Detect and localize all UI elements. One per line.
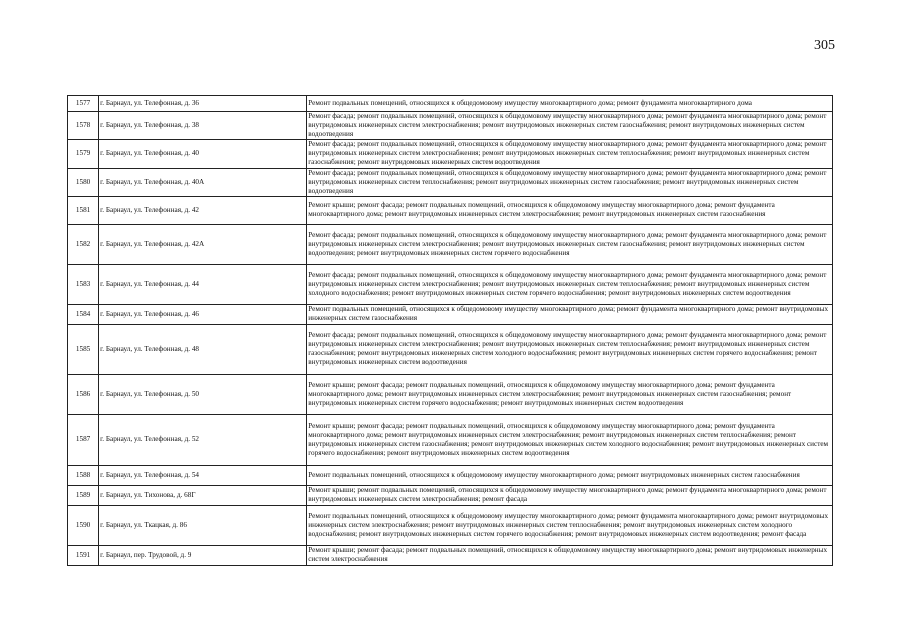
row-works: Ремонт фасада; ремонт подвальных помещений, относящихся к общедомовому имуществу многоквартирного дома; ремонт фундамента многоквартирного дома; ремонт внутридомовых инженерных систем электроснабжения; ремонт внутридомовых инженерных систем теплоснабжения; ремонт внутридомовых инженерных систем газоснабжения; ремонт внутридомовых инженерных систем холодного водоснабжения; ремонт внутридомовых инженерных систем горячего водоснабжения; ремонт внутридомовых инженерных систем водоотведения <box>307 324 833 374</box>
row-works: Ремонт фасада; ремонт подвальных помещений, относящихся к общедомовому имуществу многоквартирного дома; ремонт фундамента многоквартирного дома; ремонт внутридомовых инженерных систем электроснабжения; ремонт внутридомовых инженерных систем теплоснабжения; ремонт внутридомовых инженерных систем холодного водоснабжения; ремонт внутридомовых инженерных систем горячего водоснабжения; ремонт внутридомовых инженерных систем водоотведения <box>307 264 833 304</box>
row-address: г. Барнаул, ул. Тихонова, д. 68Г <box>99 485 307 505</box>
table-row <box>68 304 833 324</box>
row-number: 1587 <box>68 414 99 465</box>
row-address: г. Барнаул, ул. Телефонная, д. 42 <box>99 196 307 224</box>
row-address: г. Барнаул, ул. Телефонная, д. 52 <box>99 414 307 465</box>
table-row <box>68 224 833 264</box>
row-number: 1590 <box>68 505 99 545</box>
row-address: г. Барнаул, ул. Телефонная, д. 48 <box>99 324 307 374</box>
row-works: Ремонт фасада; ремонт подвальных помещений, относящихся к общедомовому имуществу многоквартирного дома; ремонт фундамента многоквартирного дома; ремонт внутридомовых инженерных систем электроснабжения; ремонт внутридомовых инженерных систем газоснабжения; ремонт внутридомовых инженерных систем водоотведения <box>307 112 833 140</box>
row-number: 1591 <box>68 545 99 565</box>
row-works: Ремонт крыши; ремонт подвальных помещений, относящихся к общедомовому имуществу многоквартирного дома; ремонт фундамента многоквартирного дома; ремонт внутридомовых инженерных систем электроснабжения; ремонт фасада <box>307 485 833 505</box>
row-address: г. Барнаул, ул. Телефонная, д. 40 <box>99 140 307 168</box>
row-works: Ремонт фасада; ремонт подвальных помещений, относящихся к общедомовому имуществу многоквартирного дома; ремонт фундамента многоквартирного дома; ремонт внутридомовых инженерных систем теплоснабжения; ремонт внутридомовых инженерных систем газоснабжения; ремонт внутридомовых инженерных систем водоотведения <box>307 168 833 196</box>
row-number: 1580 <box>68 168 99 196</box>
row-works: Ремонт фасада; ремонт подвальных помещений, относящихся к общедомовому имуществу многоквартирного дома; ремонт фундамента многоквартирного дома; ремонт внутридомовых инженерных систем электроснабжения; ремонт внутридомовых инженерных систем теплоснабжения; ремонт внутридомовых инженерных систем газоснабжения; ремонт внутридомовых инженерных систем водоотведения <box>307 140 833 168</box>
table-row <box>68 196 833 224</box>
table-row <box>68 168 833 196</box>
row-number: 1589 <box>68 485 99 505</box>
table-row <box>68 485 833 505</box>
table-row <box>68 140 833 168</box>
row-address: г. Барнаул, ул. Телефонная, д. 38 <box>99 112 307 140</box>
row-address: г. Барнаул, ул. Ткацкая, д. 86 <box>99 505 307 545</box>
repair-program-table <box>67 95 833 566</box>
table-row <box>68 96 833 112</box>
row-number: 1578 <box>68 112 99 140</box>
row-address: г. Барнаул, ул. Телефонная, д. 40А <box>99 168 307 196</box>
row-address: г. Барнаул, ул. Телефонная, д. 36 <box>99 96 307 112</box>
row-number: 1584 <box>68 304 99 324</box>
table-row <box>68 414 833 465</box>
table-row <box>68 465 833 485</box>
row-address: г. Барнаул, ул. Телефонная, д. 42А <box>99 224 307 264</box>
row-works: Ремонт крыши; ремонт фасада; ремонт подвальных помещений, относящихся к общедомовому имуществу многоквартирного дома; ремонт фундамента многоквартирного дома; ремонт внутридомовых инженерных систем электроснабжения; ремонт внутридомовых инженерных систем газоснабжения; ремонт внутридомовых инженерных систем горячего водоснабжения; ремонт внутридомовых инженерных систем водоотведения <box>307 374 833 414</box>
row-number: 1582 <box>68 224 99 264</box>
table-row <box>68 324 833 374</box>
row-works: Ремонт крыши; ремонт фасада; ремонт подвальных помещений, относящихся к общедомовому имуществу многоквартирного дома; ремонт внутридомовых инженерных систем электроснабжения <box>307 545 833 565</box>
row-address: г. Барнаул, ул. Телефонная, д. 50 <box>99 374 307 414</box>
row-number: 1583 <box>68 264 99 304</box>
table-row <box>68 112 833 140</box>
row-works: Ремонт крыши; ремонт фасада; ремонт подвальных помещений, относящихся к общедомовому имуществу многоквартирного дома; ремонт фундамента многоквартирного дома; ремонт внутридомовых инженерных систем электроснабжения; ремонт внутридомовых инженерных систем теплоснабжения; ремонт внутридомовых инженерных систем газоснабжения; ремонт внутридомовых инженерных систем холодного водоснабжения; ремонт внутридомовых инженерных систем горячего водоснабжения; ремонт внутридомовых инженерных систем водоотведения <box>307 414 833 465</box>
row-works: Ремонт подвальных помещений, относящихся к общедомовому имуществу многоквартирного дома; ремонт фундамента многоквартирного дома; ремонт внутридомовых инженерных систем газоснабжения <box>307 304 833 324</box>
row-number: 1577 <box>68 96 99 112</box>
row-works: Ремонт подвальных помещений, относящихся к общедомовому имуществу многоквартирного дома; ремонт фундамента многоквартирного дома <box>307 96 833 112</box>
row-works: Ремонт подвальных помещений, относящихся к общедомовому имуществу многоквартирного дома; ремонт внутридомовых инженерных систем газоснабжения <box>307 465 833 485</box>
row-number: 1581 <box>68 196 99 224</box>
table-row <box>68 374 833 414</box>
row-number: 1585 <box>68 324 99 374</box>
row-address: г. Барнаул, пер. Трудовой, д. 9 <box>99 545 307 565</box>
table-row <box>68 505 833 545</box>
table-row <box>68 264 833 304</box>
page-number: 305 <box>814 38 835 53</box>
row-works: Ремонт крыши; ремонт фасада; ремонт подвальных помещений, относящихся к общедомовому имуществу многоквартирного дома; ремонт фундамента многоквартирного дома; ремонт внутридомовых инженерных систем электроснабжения; ремонт внутридомовых инженерных систем газоснабжения <box>307 196 833 224</box>
row-address: г. Барнаул, ул. Телефонная, д. 54 <box>99 465 307 485</box>
table-row <box>68 545 833 565</box>
row-number: 1588 <box>68 465 99 485</box>
row-address: г. Барнаул, ул. Телефонная, д. 44 <box>99 264 307 304</box>
row-number: 1579 <box>68 140 99 168</box>
row-works: Ремонт подвальных помещений, относящихся к общедомовому имуществу многоквартирного дома; ремонт фундамента многоквартирного дома; ремонт внутридомовых инженерных систем электроснабжения; ремонт внутридомовых инженерных систем теплоснабжения; ремонт внутридомовых инженерных систем холодного водоснабжения; ремонт внутридомовых инженерных систем горячего водоснабжения; ремонт внутридомовых инженерных систем водоотведения; ремонт фасада <box>307 505 833 545</box>
row-works: Ремонт фасада; ремонт подвальных помещений, относящихся к общедомовому имуществу многоквартирного дома; ремонт фундамента многоквартирного дома; ремонт внутридомовых инженерных систем электроснабжения; ремонт внутридомовых инженерных систем газоснабжения; ремонт внутридомовых инженерных систем водоотведения; ремонт внутридомовых инженерных систем горячего водоснабжения <box>307 224 833 264</box>
row-address: г. Барнаул, ул. Телефонная, д. 46 <box>99 304 307 324</box>
row-number: 1586 <box>68 374 99 414</box>
